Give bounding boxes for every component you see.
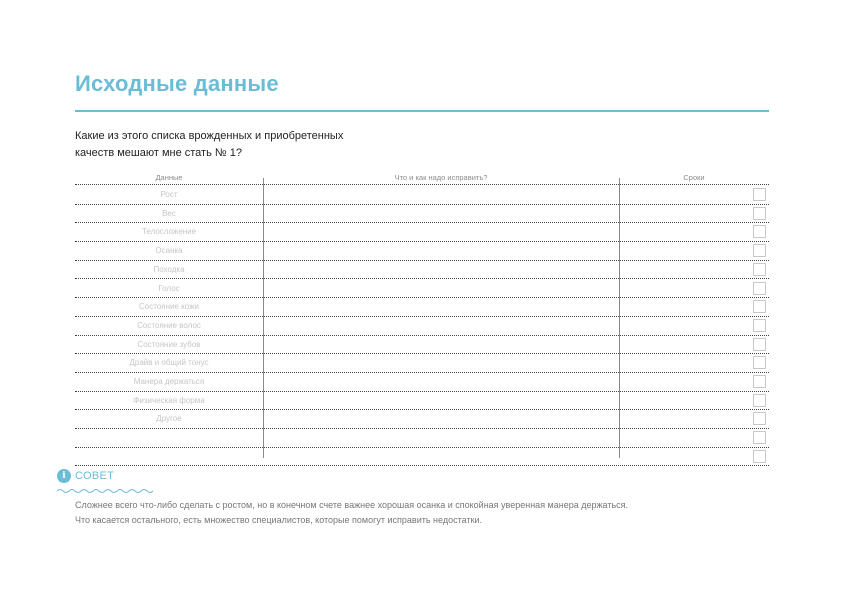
header-data: Данные <box>155 173 183 182</box>
table-row <box>75 353 769 373</box>
deadline-checkbox[interactable] <box>753 412 766 425</box>
question-text <box>75 128 435 162</box>
table-row <box>75 297 769 317</box>
title-underline <box>75 110 769 112</box>
row-label: Другое <box>156 414 182 424</box>
deadline-checkbox[interactable] <box>753 394 766 407</box>
row-label: Состояние кожи <box>139 302 199 312</box>
deadline-checkbox[interactable] <box>753 450 766 463</box>
table-row <box>75 391 769 411</box>
deadline-checkbox[interactable] <box>753 282 766 295</box>
table-row <box>75 316 769 336</box>
table-row <box>75 241 769 261</box>
deadline-checkbox[interactable] <box>753 207 766 220</box>
deadline-checkbox[interactable] <box>753 244 766 257</box>
deadline-checkbox[interactable] <box>753 356 766 369</box>
tip-text <box>75 498 775 528</box>
info-icon: i <box>57 469 71 483</box>
wave-divider <box>57 487 153 495</box>
table-header <box>75 170 769 185</box>
tip-line-1: Сложнее всего что-либо сделать с ростом, но в конечном счете важнее хорошая осанка и спокойная уверенная манера держаться. <box>75 500 629 510</box>
deadline-checkbox[interactable] <box>753 319 766 332</box>
deadline-checkbox[interactable] <box>753 431 766 444</box>
header-deadline: Сроки <box>683 173 705 182</box>
table-row <box>75 279 769 299</box>
row-label: Походка <box>153 264 185 274</box>
question-line-1: Какие из этого списка врожденных и приобретенных <box>75 130 344 142</box>
question-line-2: качеств мешают мне стать № 1? <box>75 147 242 159</box>
table-row <box>75 260 769 280</box>
table-row <box>75 409 769 429</box>
deadline-checkbox[interactable] <box>753 263 766 276</box>
row-label: Физическая форма <box>133 395 205 405</box>
row-label: Состояние зубов <box>137 339 201 349</box>
tip-label: СОВЕТ <box>75 470 115 482</box>
table-row <box>75 372 769 392</box>
deadline-checkbox[interactable] <box>753 225 766 238</box>
deadline-checkbox[interactable] <box>753 375 766 388</box>
table-row <box>75 447 769 467</box>
deadline-checkbox[interactable] <box>753 300 766 313</box>
table-row <box>75 222 769 242</box>
tip-line-2: Что касается остального, есть множество специалистов, которые помогут исправить недостатки. <box>75 515 482 525</box>
row-label: Телосложение <box>141 227 197 237</box>
table-row <box>75 185 769 205</box>
table-row <box>75 428 769 448</box>
row-label: Манера держаться <box>133 377 205 386</box>
page-title: Исходные данные <box>75 71 279 96</box>
header-fix: Что и как надо исправить? <box>394 173 488 182</box>
row-label: Голос <box>158 283 180 293</box>
qualities-table <box>75 170 769 456</box>
row-label: Осанка <box>155 246 183 256</box>
row-label: Вес <box>162 208 176 218</box>
deadline-checkbox[interactable] <box>753 338 766 351</box>
row-label: Состояние волос <box>137 320 201 330</box>
row-label: Рост <box>160 190 178 199</box>
deadline-checkbox[interactable] <box>753 188 766 201</box>
table-row <box>75 335 769 355</box>
row-label: Драйв и общий тонус <box>129 358 209 368</box>
table-row <box>75 204 769 224</box>
